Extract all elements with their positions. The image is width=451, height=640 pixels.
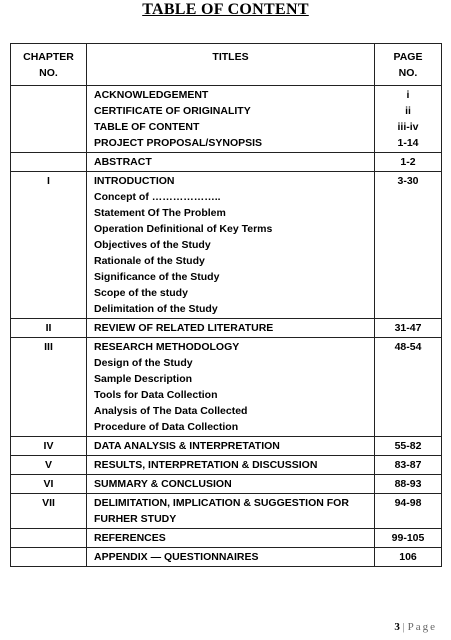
chapter-titles xyxy=(87,86,375,153)
chapter-number: II xyxy=(11,319,87,338)
chapter-titles xyxy=(87,548,375,567)
title-entry: Design of the Study xyxy=(94,357,193,369)
title-entry: Concept of ……………….. xyxy=(94,191,221,203)
title-entry: Significance of the Study xyxy=(94,271,220,283)
page-entry: 55-82 xyxy=(394,440,422,452)
title-entry: Procedure of Data Collection xyxy=(94,421,239,433)
page-numbers xyxy=(375,153,442,172)
page-entry: 88-93 xyxy=(394,478,422,490)
page-numbers xyxy=(375,494,442,529)
header-chapter-line: NO. xyxy=(39,67,58,79)
chapter-titles xyxy=(87,456,375,475)
header-page-line: PAGE xyxy=(393,51,423,63)
title-entry: APPENDIX — QUESTIONNAIRES xyxy=(94,551,259,563)
page-numbers xyxy=(375,319,442,338)
title-entry: Delimitation of the Study xyxy=(94,303,218,315)
toc-row xyxy=(11,456,442,475)
title-entry: Operation Definitional of Key Terms xyxy=(94,223,273,235)
document-title: TABLE OF CONTENT xyxy=(142,1,309,18)
title-entry: ABSTRACT xyxy=(94,156,152,168)
toc-row xyxy=(11,529,442,548)
page-numbers xyxy=(375,338,442,437)
page-entry: 3-30 xyxy=(397,175,419,187)
chapter-number xyxy=(11,529,87,548)
title-entry: DATA ANALYSIS & INTERPRETATION xyxy=(94,440,280,452)
title-entry: SUMMARY & CONCLUSION xyxy=(94,478,232,490)
toc-row xyxy=(11,172,442,319)
footer-separator: | xyxy=(402,621,405,633)
toc-row xyxy=(11,338,442,437)
chapter-number: IV xyxy=(11,437,87,456)
title-entry: Tools for Data Collection xyxy=(94,389,218,401)
page-entry: 99-105 xyxy=(391,532,425,544)
page-entry: 94-98 xyxy=(394,497,422,509)
page-entry: 1-2 xyxy=(400,156,416,168)
title-entry: Rationale of the Study xyxy=(94,255,205,267)
page-entry: iii-iv xyxy=(397,121,419,133)
chapter-number: VII xyxy=(11,494,87,529)
page-numbers xyxy=(375,529,442,548)
title-entry: INTRODUCTION xyxy=(94,175,175,187)
toc-row xyxy=(11,153,442,172)
page-entry: 48-54 xyxy=(394,341,422,353)
title-entry: Objectives of the Study xyxy=(94,239,211,251)
title-entry: Statement Of The Problem xyxy=(94,207,226,219)
header-titles: TITLES xyxy=(87,44,375,86)
toc-row xyxy=(11,494,442,529)
toc-row xyxy=(11,548,442,567)
chapter-titles xyxy=(87,172,375,319)
title-entry: RESEARCH METHODOLOGY xyxy=(94,341,240,353)
page-footer xyxy=(394,621,437,633)
chapter-number xyxy=(11,548,87,567)
footer-page-number: 3 xyxy=(394,621,400,633)
title-entry: CERTIFICATE OF ORIGINALITY xyxy=(94,105,251,117)
page-entry: i xyxy=(406,89,410,101)
chapter-titles xyxy=(87,494,375,529)
toc-row xyxy=(11,319,442,338)
page-entry: 1-14 xyxy=(397,137,419,149)
title-entry: FURHER STUDY xyxy=(94,513,177,525)
header-chapter-no xyxy=(11,44,87,86)
chapter-number: V xyxy=(11,456,87,475)
title-entry: DELIMITATION, IMPLICATION & SUGGESTION FOR xyxy=(94,497,349,509)
toc-row xyxy=(11,437,442,456)
title-entry: Analysis of The Data Collected xyxy=(94,405,248,417)
page-numbers xyxy=(375,456,442,475)
title-entry: REFERENCES xyxy=(94,532,166,544)
page-entry: 31-47 xyxy=(394,322,422,334)
page-numbers xyxy=(375,548,442,567)
chapter-number: I xyxy=(11,172,87,319)
title-entry: PROJECT PROPOSAL/SYNOPSIS xyxy=(94,137,263,149)
toc-row xyxy=(11,475,442,494)
page-numbers xyxy=(375,172,442,319)
header-page-line: NO. xyxy=(398,67,418,79)
page-entry: 83-87 xyxy=(394,459,422,471)
chapter-number xyxy=(11,153,87,172)
header-page-no xyxy=(375,44,442,86)
page-entry: ii xyxy=(405,105,411,117)
title-entry: REVIEW OF RELATED LITERATURE xyxy=(94,322,274,334)
footer-page-word: Page xyxy=(407,621,437,633)
toc-header-row xyxy=(11,44,442,86)
toc-row xyxy=(11,86,442,153)
chapter-titles xyxy=(87,153,375,172)
chapter-titles xyxy=(87,319,375,338)
page-numbers xyxy=(375,86,442,153)
title-entry: Scope of the study xyxy=(94,287,188,299)
page-numbers xyxy=(375,437,442,456)
chapter-titles xyxy=(87,475,375,494)
page-entry: 106 xyxy=(399,551,417,563)
page-numbers xyxy=(375,475,442,494)
chapter-number xyxy=(11,86,87,153)
chapter-number: VI xyxy=(11,475,87,494)
title-entry: TABLE OF CONTENT xyxy=(94,121,200,133)
chapter-titles xyxy=(87,338,375,437)
title-entry: Sample Description xyxy=(94,373,193,385)
chapter-number: III xyxy=(11,338,87,437)
title-entry: ACKNOWLEDGEMENT xyxy=(94,89,209,101)
toc-table xyxy=(10,43,442,567)
chapter-titles xyxy=(87,437,375,456)
header-chapter-line: CHAPTER xyxy=(23,51,74,63)
title-entry: RESULTS, INTERPRETATION & DISCUSSION xyxy=(94,459,318,471)
chapter-titles xyxy=(87,529,375,548)
